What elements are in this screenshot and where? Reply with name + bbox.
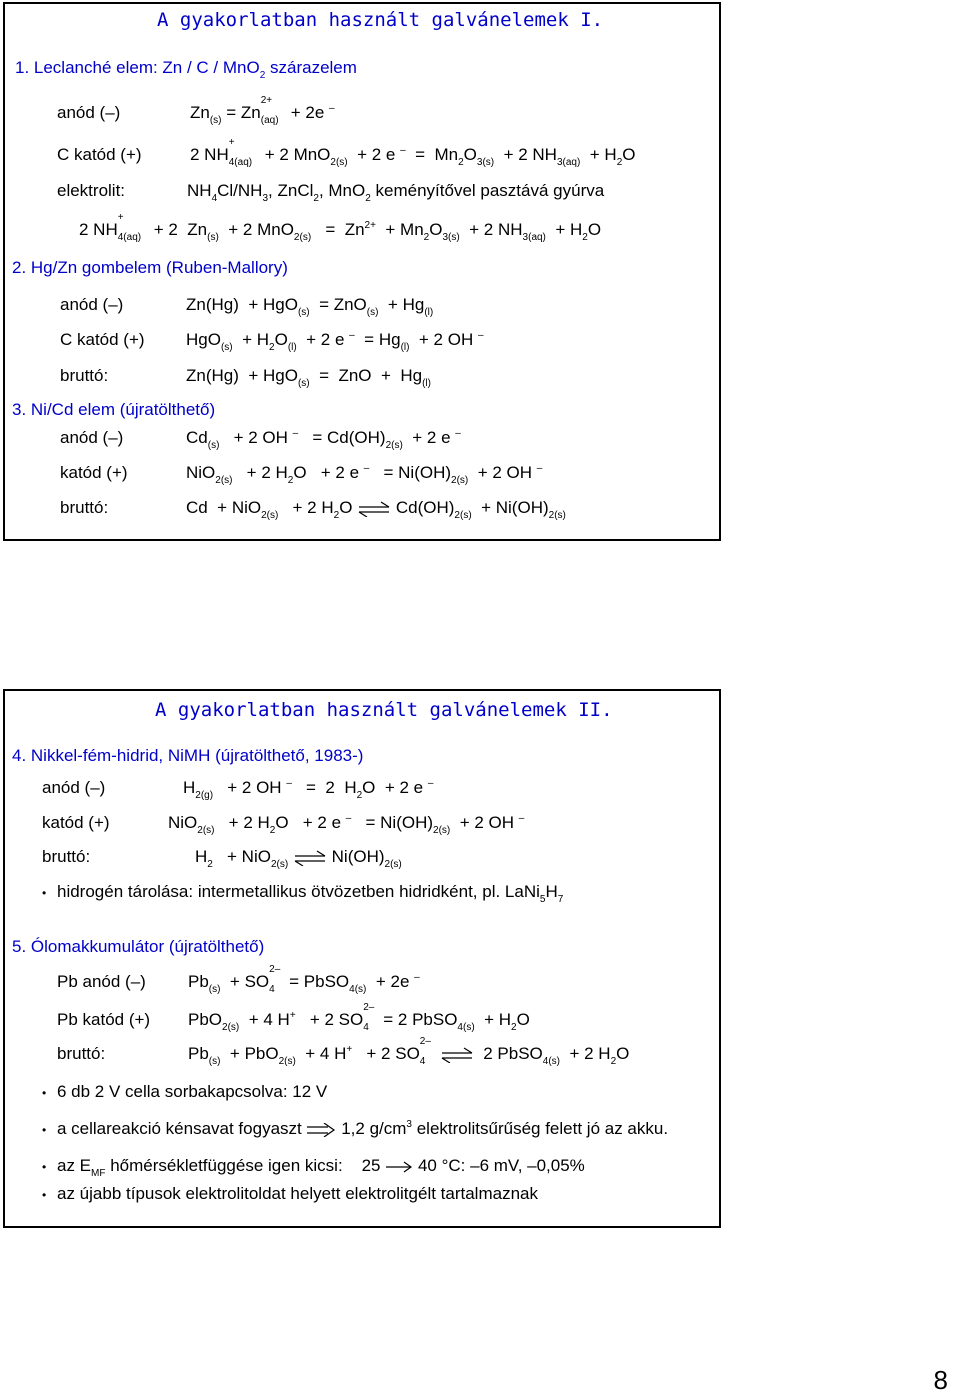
cathode-equation-3: NiO$_{2(s)}$ + 2 $H_2O + 2$ e $^- = Ni(OH)_{2(s)} + 2$ OH – bbox=[186, 463, 543, 486]
bullet-icon: • bbox=[42, 1123, 47, 1137]
overall-equation-2: Zn(Hg) + HgO$_{(s)}$ = ZnO + $Hg_{(l)}$ bbox=[186, 366, 431, 389]
electrolyte-description: $NH_4Cl/NH_3$, ZnCl$_2$, MnO$_2$ keményítővel pasztává gyúrva bbox=[187, 181, 605, 204]
anode-equation-2: $Zn(Hg) + HgO_{(s)} = ZnO_{(s)} + Hg_{(l)}$ bbox=[186, 295, 434, 318]
overall-equation-3: Cd + NiO$_{2(s)}$ + 2 $H_2O$ $Cd(OH)_{2(s)} + Ni(OH)_{2(s)}$ bbox=[186, 498, 566, 521]
pb-cathode-label: Pb katód (+) bbox=[57, 1010, 151, 1029]
implies-arrow-icon bbox=[306, 1123, 336, 1137]
slide-1 bbox=[3, 2, 721, 541]
overall-label-3: bruttó: bbox=[60, 498, 109, 517]
bullet-icon: • bbox=[42, 1160, 47, 1174]
right-arrow-icon bbox=[385, 1161, 413, 1173]
cathode-label-1: C katód (+) bbox=[57, 145, 142, 164]
equilibrium-arrow-icon bbox=[293, 850, 327, 866]
slide-1-title: A gyakorlatban használt galvánelemek I. bbox=[157, 9, 604, 31]
anode-equation-3: $Cd_{(s)} + 2$ OH $^- = Cd(OH)_{2(s)} + 2$ e – bbox=[186, 428, 461, 451]
overall-equation-1: 2 NH + 4(aq) + 2 $Zn_{(s)} + 2$ $MnO_{2(s)} = Zn^{2+} + Mn_2O_{3(s)} + 2$ $NH_{3(aq)} + H_2O$ bbox=[79, 212, 602, 243]
section-4-heading: 4. Nikkel-fém-hidrid, NiMH (újratölthető, 1983-) bbox=[12, 746, 364, 765]
slide-2-title: A gyakorlatban használt galvánelemek II. bbox=[155, 699, 613, 721]
overall-equation-4: $H_2 + NiO_{2(s)}$ $Ni(OH)_{2(s)}$ bbox=[195, 847, 402, 870]
hydrogen-storage-note: hidrogén tárolása: intermetallikus ötvözetben hidridként, pl. $LaNi_5H_7$ bbox=[57, 882, 564, 905]
equilibrium-arrow-icon bbox=[357, 501, 391, 517]
bullet-icon: • bbox=[42, 1188, 47, 1202]
section-3-heading: 3. Ni/Cd elem (újratölthető) bbox=[12, 400, 216, 419]
overall-label-4: bruttó: bbox=[42, 847, 91, 866]
pb-anode-label: Pb anód (–) bbox=[57, 972, 146, 991]
section-2-heading: 2. Hg/Zn gombelem (Ruben-Mallory) bbox=[12, 258, 288, 277]
cathode-label-3: katód (+) bbox=[60, 463, 128, 482]
anode-label-1: anód (–) bbox=[57, 103, 121, 122]
cathode-equation-1: 2 NH + 4(aq) + 2 MnO$_{2(s)}$ + 2 e $^- = Mn_2O_{3(s)} + 2$ $NH_{3(aq)} + H_2O$ bbox=[190, 137, 636, 168]
equilibrium-arrow-icon bbox=[440, 1047, 474, 1063]
gel-electrolyte-note: az újabb típusok elektrolitoldat helyett elektrolitgélt tartalmaznak bbox=[57, 1184, 538, 1203]
anode-equation-1: $Zn_{(s)} = Zn$ 2+ (aq) + 2e – bbox=[190, 95, 335, 126]
anode-label-3: anód (–) bbox=[60, 428, 124, 447]
electrolyte-label: elektrolit: bbox=[57, 181, 126, 200]
acid-consumption-note: a cellareakció kénsavat fogyaszt 1,2 $g/cm^3$ elektrolitsűrűség felett jó az akku. bbox=[57, 1119, 669, 1138]
pb-anode-equation: $Pb_{(s)}$ + SO 2– 4 = PbSO$_{4(s)}$ + 2e – bbox=[188, 964, 420, 995]
anode-equation-4: $H_{2(g)} + 2$ OH – = 2 $H_2O + 2$ e – bbox=[183, 778, 434, 801]
pb-cathode-equation: PbO$_{2(s)}$ + 4 H+ + 2 SO 2– 4 = 2 PbSO$_{4(s)}$ + $H_2O$ bbox=[188, 1002, 530, 1033]
cathode-label-4: katód (+) bbox=[42, 813, 110, 832]
cell-series-note: 6 db 2 V cella sorbakapcsolva: 12 V bbox=[57, 1082, 328, 1101]
section-5-heading: 5. Ólomakkumulátor (újratölthető) bbox=[12, 937, 265, 956]
overall-equation-5: $Pb_{(s)} + PbO_{2(s)} + 4$ H+ + 2 SO 2– 4 2 PbSO$_{4(s)}$ + 2 $H_2O$ bbox=[188, 1036, 630, 1067]
anode-label-4: anód (–) bbox=[42, 778, 106, 797]
bullet-icon: • bbox=[42, 886, 47, 900]
section-1-heading: 1. Leclanché elem: Zn / C / MnO$_2$ szárazelem bbox=[15, 58, 357, 81]
cathode-label-2: C katód (+) bbox=[60, 330, 145, 349]
temperature-dependence-note: az $E_{MF}$ hőmérsékletfüggése igen kicsi: 25 40 °C: –6 mV, –0,05% bbox=[57, 1156, 585, 1179]
anode-label-2: anód (–) bbox=[60, 295, 124, 314]
page-number: 8 bbox=[933, 1365, 948, 1395]
overall-label-2: bruttó: bbox=[60, 366, 109, 385]
cathode-equation-2: $HgO_{(s)} + H_2O_{(l)} + 2$ e $^- = Hg_{(l)} + 2$ OH – bbox=[186, 330, 484, 353]
cathode-equation-4: NiO$_{2(s)}$ + 2 $H_2O + 2$ e $^- = Ni(OH)_{2(s)} + 2$ OH – bbox=[168, 813, 525, 836]
bullet-icon: • bbox=[42, 1086, 47, 1100]
slide-2 bbox=[3, 689, 721, 1228]
overall-label-5: bruttó: bbox=[57, 1044, 106, 1063]
